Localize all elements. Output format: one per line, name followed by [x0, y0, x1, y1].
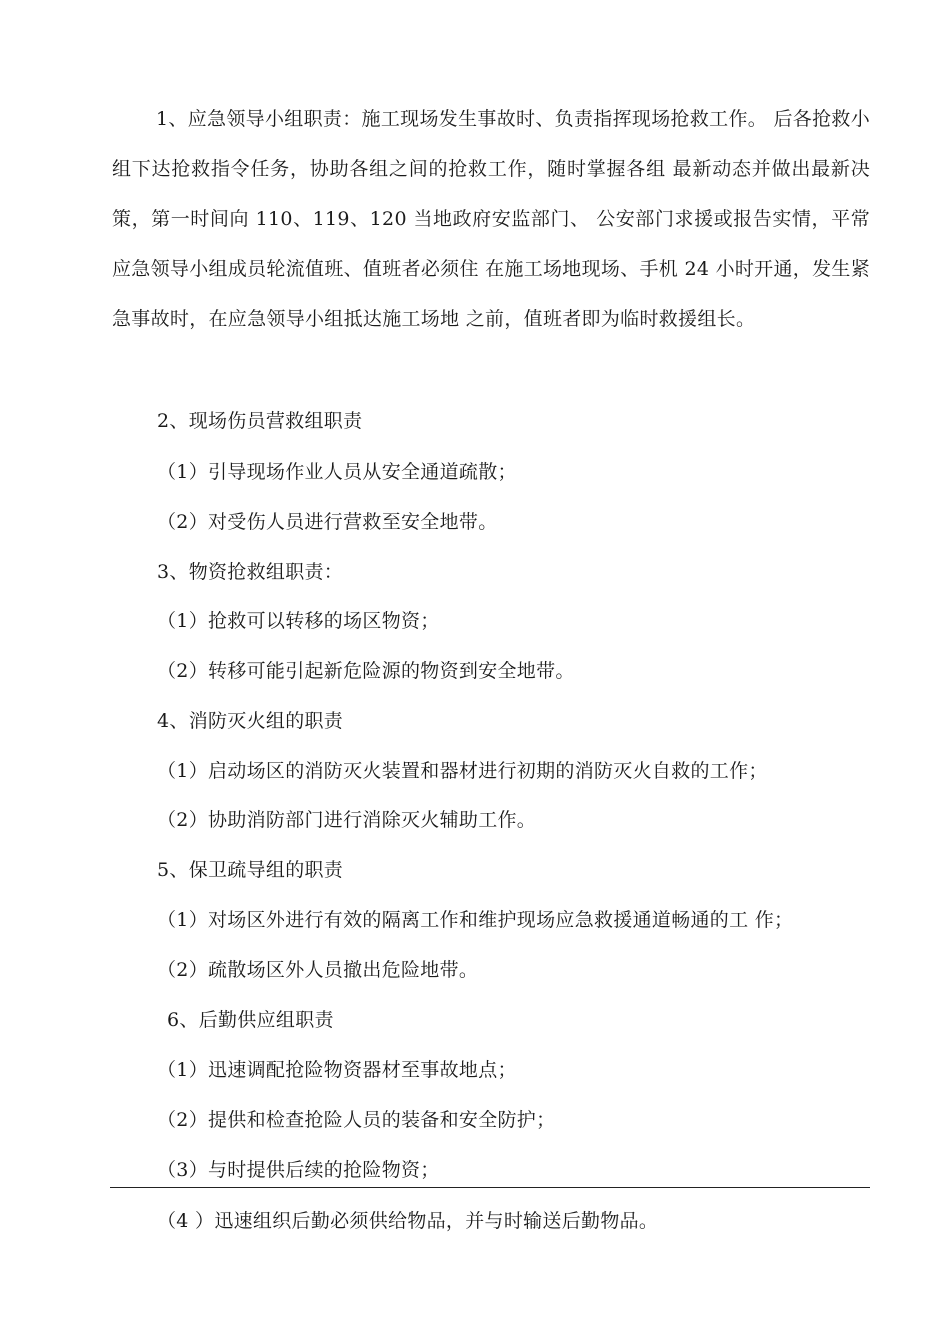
heading-firefighting-team-duties: 4、消防灭火组的职责 [157, 710, 344, 732]
list-item: （1）抢救可以转移的场区物资； [157, 610, 440, 632]
list-item: （2）疏散场区外人员撤出危险地带。 [157, 959, 479, 981]
list-item: （2）转移可能引起新危险源的物资到安全地带。 [157, 660, 575, 682]
heading-rescue-team-duties: 2、现场伤员营救组职责 [157, 410, 363, 432]
list-item: （1）对场区外进行有效的隔离工作和维护现场应急救援通道畅通的工 作； [157, 909, 794, 931]
paragraph-emergency-leadership-duties: 1、应急领导小组职责：施工现场发生事故时、负责指挥现场抢救工作。 后各抢救小组下达抢救指令任务，协助各组之间的抢救工作，随时掌握各组 最新动态并做出最新决策，第一时间向 110、119、120 当地政府安监部门、 公安部门求援或报告实情，平常应急领导小组成员轮流值班、值班者必须住 在施工场地现场、手机 24 小时开通，发生紧急事故时，在应急领导小组抵达施工场地 之前，值班者即为临时救援组长。 [112, 108, 870, 330]
list-item: （2）对受伤人员进行营救至安全地带。 [157, 511, 498, 533]
heading-logistics-team-duties: 6、后勤供应组职责 [167, 1009, 334, 1031]
list-item: （3）与时提供后续的抢险物资； [157, 1159, 440, 1181]
heading-security-team-duties: 5、保卫疏导组的职责 [157, 859, 344, 881]
horizontal-divider [110, 1187, 870, 1188]
list-item: （1）引导现场作业人员从安全通道疏散； [157, 461, 517, 483]
list-item: （2）协助消防部门进行消除灭火辅助工作。 [157, 809, 537, 831]
list-item: （1）启动场区的消防灭火装置和器材进行初期的消防灭火自救的工作； [157, 760, 768, 782]
list-item: （4 ）迅速组织后勤必须供给物品，并与时输送后勤物品。 [157, 1210, 659, 1232]
list-item: （1）迅速调配抢险物资器材至事故地点； [157, 1059, 517, 1081]
heading-supplies-team-duties: 3、物资抢救组职责： [157, 561, 344, 583]
list-item: （2）提供和检查抢险人员的装备和安全防护； [157, 1109, 556, 1131]
